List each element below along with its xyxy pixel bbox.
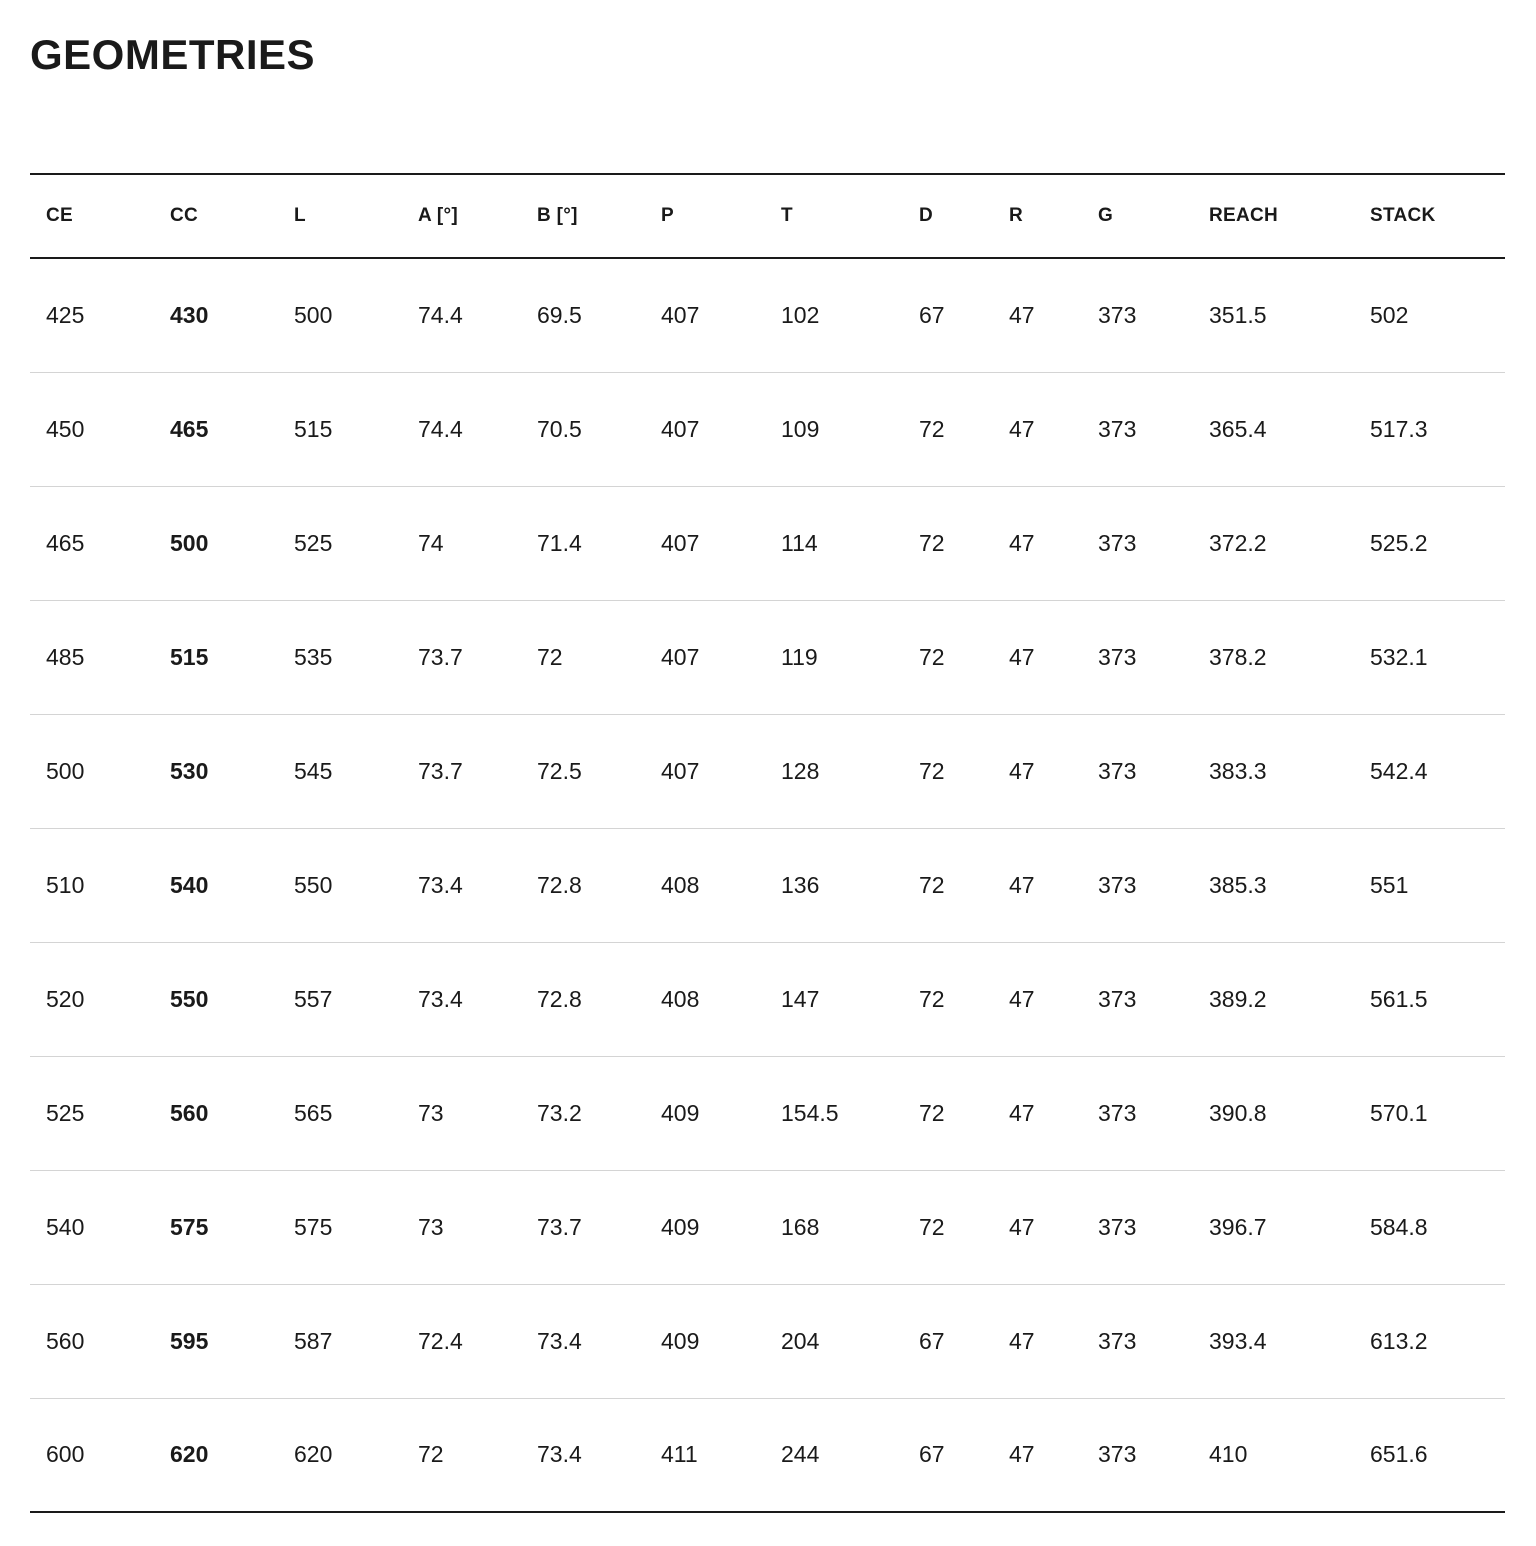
cell-d: 72 (919, 985, 945, 1012)
cell-b: 73.4 (537, 1327, 582, 1354)
cell-reach: 372.2 (1209, 529, 1267, 556)
cell-d: 72 (919, 1099, 945, 1126)
table-row (30, 714, 1505, 828)
cell-t: 119 (781, 643, 818, 670)
cell-r: 47 (1009, 301, 1035, 328)
column-header-l: L (294, 205, 306, 226)
cell-g: 373 (1098, 1327, 1137, 1354)
cell-a: 72.4 (418, 1327, 463, 1354)
cell-d: 67 (919, 1327, 945, 1354)
cell-r: 47 (1009, 1327, 1035, 1354)
cell-stack: 517.3 (1370, 415, 1428, 442)
cell-r: 47 (1009, 985, 1035, 1012)
cell-r: 47 (1009, 1441, 1035, 1468)
table-row (30, 486, 1505, 600)
cell-l: 587 (294, 1327, 333, 1354)
cell-ce: 520 (46, 985, 85, 1012)
cell-l: 525 (294, 529, 333, 556)
cell-g: 373 (1098, 1213, 1137, 1240)
cell-d: 72 (919, 529, 945, 556)
cell-reach: 393.4 (1209, 1327, 1267, 1354)
cell-r: 47 (1009, 643, 1035, 670)
cell-cc: 620 (170, 1441, 209, 1468)
cell-b: 72.8 (537, 871, 582, 898)
cell-p: 407 (661, 301, 700, 328)
cell-stack: 532.1 (1370, 643, 1428, 670)
table-row (30, 1170, 1505, 1284)
cell-l: 500 (294, 301, 333, 328)
cell-r: 47 (1009, 529, 1035, 556)
cell-reach: 385.3 (1209, 871, 1267, 898)
table-row (30, 828, 1505, 942)
cell-g: 373 (1098, 757, 1137, 784)
cell-p: 411 (661, 1441, 698, 1468)
cell-cc: 540 (170, 871, 209, 898)
page-title: GEOMETRIES (30, 31, 316, 78)
cell-p: 407 (661, 643, 700, 670)
cell-t: 147 (781, 985, 820, 1012)
column-header-a: A [°] (418, 205, 459, 226)
cell-t: 102 (781, 301, 820, 328)
table-row (30, 600, 1505, 714)
cell-g: 373 (1098, 1441, 1137, 1468)
cell-p: 408 (661, 871, 700, 898)
cell-cc: 560 (170, 1099, 209, 1126)
cell-t: 204 (781, 1327, 820, 1354)
table-row (30, 942, 1505, 1056)
table-row (30, 1284, 1505, 1398)
cell-t: 168 (781, 1213, 820, 1240)
table-row (30, 1398, 1505, 1512)
cell-l: 535 (294, 643, 333, 670)
cell-d: 72 (919, 757, 945, 784)
cell-b: 73.7 (537, 1213, 582, 1240)
cell-ce: 425 (46, 301, 85, 328)
cell-d: 72 (919, 643, 945, 670)
cell-l: 575 (294, 1213, 333, 1240)
cell-g: 373 (1098, 1099, 1137, 1126)
cell-l: 545 (294, 757, 333, 784)
header-row (30, 174, 1505, 258)
cell-cc: 500 (170, 529, 209, 556)
cell-b: 72.8 (537, 985, 582, 1012)
column-header-reach: REACH (1209, 205, 1279, 226)
cell-p: 409 (661, 1327, 700, 1354)
cell-d: 72 (919, 871, 945, 898)
column-header-d: D (919, 205, 934, 226)
cell-d: 72 (919, 415, 945, 442)
cell-p: 408 (661, 985, 700, 1012)
cell-reach: 378.2 (1209, 643, 1267, 670)
cell-d: 67 (919, 301, 945, 328)
cell-reach: 389.2 (1209, 985, 1267, 1012)
cell-a: 73.4 (418, 985, 463, 1012)
cell-t: 128 (781, 757, 820, 784)
table-body (30, 258, 1505, 1512)
cell-stack: 570.1 (1370, 1099, 1428, 1126)
geometry-table (30, 173, 1505, 1513)
cell-b: 72.5 (537, 757, 582, 784)
cell-stack: 542.4 (1370, 757, 1428, 784)
cell-cc: 595 (170, 1327, 209, 1354)
cell-ce: 600 (46, 1441, 85, 1468)
cell-g: 373 (1098, 985, 1137, 1012)
cell-cc: 575 (170, 1213, 209, 1240)
cell-cc: 465 (170, 415, 209, 442)
cell-b: 69.5 (537, 301, 582, 328)
column-header-stack: STACK (1370, 205, 1436, 226)
column-header-ce: CE (46, 205, 73, 226)
cell-reach: 351.5 (1209, 301, 1267, 328)
cell-ce: 540 (46, 1213, 85, 1240)
column-header-p: P (661, 205, 674, 226)
cell-reach: 390.8 (1209, 1099, 1267, 1126)
cell-stack: 561.5 (1370, 985, 1428, 1012)
cell-stack: 613.2 (1370, 1327, 1428, 1354)
cell-ce: 510 (46, 871, 85, 898)
cell-b: 70.5 (537, 415, 582, 442)
table-header (30, 174, 1505, 258)
cell-l: 550 (294, 871, 333, 898)
cell-cc: 550 (170, 985, 209, 1012)
cell-r: 47 (1009, 871, 1035, 898)
cell-d: 72 (919, 1213, 945, 1240)
cell-l: 515 (294, 415, 333, 442)
cell-g: 373 (1098, 301, 1137, 328)
table-row (30, 372, 1505, 486)
cell-t: 244 (781, 1441, 820, 1468)
cell-reach: 383.3 (1209, 757, 1267, 784)
cell-ce: 560 (46, 1327, 85, 1354)
cell-a: 74.4 (418, 301, 463, 328)
cell-r: 47 (1009, 1099, 1035, 1126)
cell-ce: 485 (46, 643, 85, 670)
cell-stack: 502 (1370, 301, 1409, 328)
cell-ce: 450 (46, 415, 85, 442)
cell-a: 73 (418, 1213, 444, 1240)
table-row (30, 258, 1505, 372)
cell-cc: 515 (170, 643, 209, 670)
cell-g: 373 (1098, 529, 1137, 556)
cell-reach: 410 (1209, 1441, 1248, 1468)
cell-b: 73.4 (537, 1441, 582, 1468)
cell-p: 409 (661, 1099, 700, 1126)
column-header-g: G (1098, 205, 1114, 226)
cell-ce: 500 (46, 757, 85, 784)
cell-a: 74 (418, 529, 444, 556)
cell-a: 74.4 (418, 415, 463, 442)
cell-a: 73.7 (418, 757, 463, 784)
cell-p: 407 (661, 415, 700, 442)
cell-r: 47 (1009, 1213, 1035, 1240)
cell-stack: 551 (1370, 871, 1409, 898)
cell-r: 47 (1009, 757, 1035, 784)
cell-l: 565 (294, 1099, 333, 1126)
cell-b: 73.2 (537, 1099, 582, 1126)
cell-t: 109 (781, 415, 820, 442)
cell-reach: 365.4 (1209, 415, 1267, 442)
column-header-cc: CC (170, 205, 199, 226)
cell-l: 620 (294, 1441, 333, 1468)
cell-stack: 651.6 (1370, 1441, 1428, 1468)
cell-b: 71.4 (537, 529, 582, 556)
cell-ce: 525 (46, 1099, 85, 1126)
cell-g: 373 (1098, 871, 1137, 898)
cell-reach: 396.7 (1209, 1213, 1267, 1240)
column-header-b: B [°] (537, 205, 578, 226)
cell-stack: 584.8 (1370, 1213, 1428, 1240)
cell-cc: 430 (170, 301, 209, 328)
table-row (30, 1056, 1505, 1170)
cell-a: 73 (418, 1099, 444, 1126)
cell-t: 136 (781, 871, 820, 898)
cell-d: 67 (919, 1441, 945, 1468)
cell-a: 72 (418, 1441, 444, 1468)
cell-p: 409 (661, 1213, 700, 1240)
cell-l: 557 (294, 985, 333, 1012)
cell-b: 72 (537, 643, 563, 670)
cell-cc: 530 (170, 757, 209, 784)
cell-a: 73.4 (418, 871, 463, 898)
column-header-t: T (781, 205, 793, 226)
cell-t: 114 (781, 529, 818, 556)
cell-t: 154.5 (781, 1099, 839, 1126)
cell-p: 407 (661, 529, 700, 556)
column-header-r: R (1009, 205, 1024, 226)
cell-r: 47 (1009, 415, 1035, 442)
cell-g: 373 (1098, 643, 1137, 670)
cell-a: 73.7 (418, 643, 463, 670)
cell-stack: 525.2 (1370, 529, 1428, 556)
cell-g: 373 (1098, 415, 1137, 442)
cell-ce: 465 (46, 529, 85, 556)
cell-p: 407 (661, 757, 700, 784)
